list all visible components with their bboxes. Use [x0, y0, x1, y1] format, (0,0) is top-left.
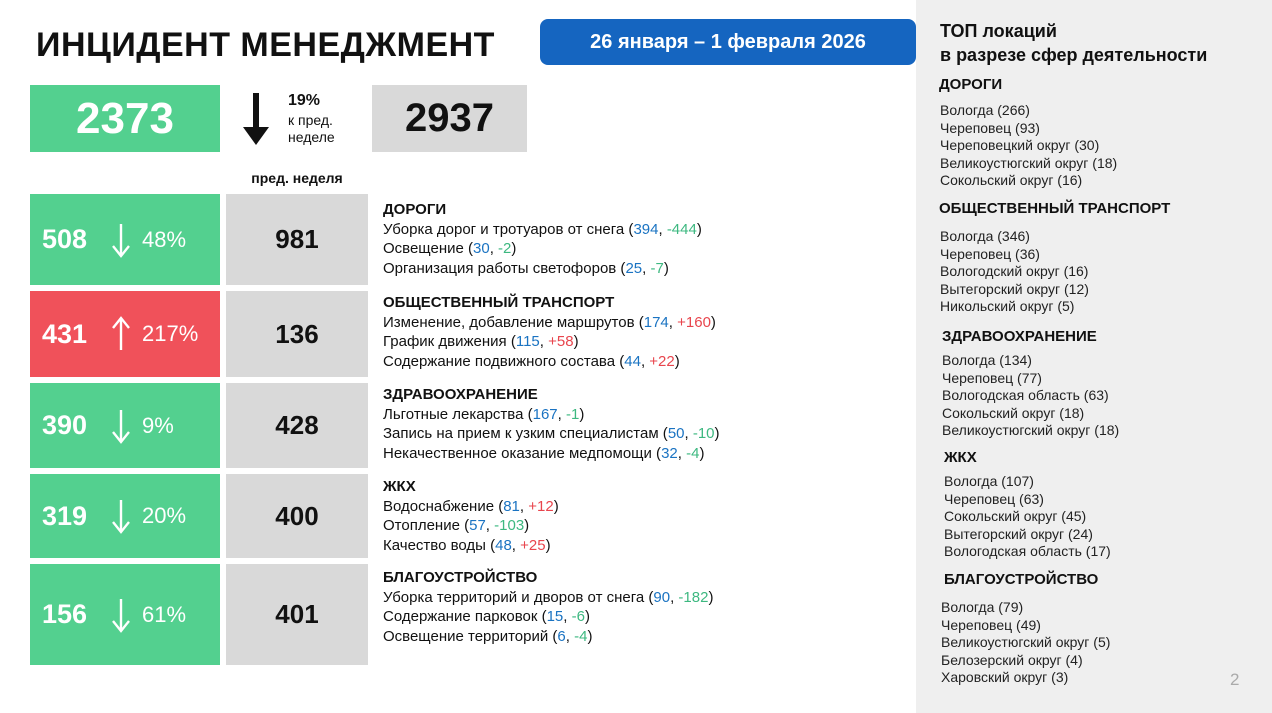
- sidebar-section-title: ОБЩЕСТВЕННЫЙ ТРАНСПОРТ: [939, 200, 1171, 217]
- page-number: 2: [1230, 670, 1240, 689]
- sidebar-location-item: Сокольский округ (18): [942, 404, 1085, 421]
- item-delta: +25: [520, 536, 546, 554]
- item-delta: +160: [677, 313, 711, 331]
- category-title: ЖКХ: [383, 478, 416, 495]
- category-details: [383, 385, 720, 463]
- item-count: 394: [633, 220, 659, 238]
- category-title: ЗДРАВООХРАНЕНИЕ: [383, 386, 538, 403]
- item-delta: -4: [686, 444, 700, 462]
- arrow-down-icon: [241, 93, 271, 145]
- category-current-box: [30, 474, 220, 558]
- category-item: Водоснабжение (81, +12): [383, 497, 559, 515]
- item-count: 81: [503, 497, 520, 515]
- item-count: 30: [473, 240, 490, 257]
- item-delta: -444: [666, 220, 697, 238]
- total-current: 2373: [30, 85, 220, 152]
- category-item: Освещение территорий (6, -4): [383, 627, 593, 645]
- sidebar-section-title: БЛАГОУСТРОЙСТВО: [944, 571, 1099, 588]
- page-title: ИНЦИДЕНТ МЕНЕДЖМЕНТ: [36, 26, 495, 64]
- total-change-note: к пред. неделе: [288, 112, 335, 145]
- item-delta: -7: [650, 259, 664, 277]
- category-change-pct: 61%: [142, 601, 187, 627]
- sidebar-section-title: ЖКХ: [944, 449, 977, 466]
- item-delta: -103: [494, 517, 525, 534]
- sidebar-location-item: Череповец (49): [941, 616, 1041, 633]
- sidebar-location-list: [941, 599, 1110, 687]
- category-item: Качество воды (48, +25): [383, 536, 551, 554]
- item-delta: -1: [565, 405, 580, 423]
- category-item: Уборка территорий и дворов от снега (90, -182): [383, 588, 714, 606]
- item-count: 167: [532, 405, 558, 423]
- sidebar-location-item: Вологда (266): [940, 102, 1030, 118]
- category-item: Освещение (30, -2): [383, 240, 517, 257]
- total-change-pct: 19%: [288, 92, 321, 109]
- category-item: Льготные лекарства (167, -1): [383, 405, 585, 423]
- arrow-down-icon: [112, 597, 130, 633]
- sidebar-location-item: Вологодская область (63): [942, 387, 1109, 403]
- category-item: Содержание подвижного состава (44, +22): [383, 352, 680, 370]
- sidebar-location-item: Харовский округ (3): [941, 669, 1069, 685]
- category-change-pct: 217%: [142, 321, 199, 346]
- total-previous: 2937: [372, 85, 527, 152]
- sidebar-section-title: ЗДРАВООХРАНЕНИЕ: [942, 328, 1097, 345]
- item-count: 6: [557, 627, 566, 645]
- item-delta: -182: [678, 588, 709, 606]
- item-count: 48: [495, 536, 512, 554]
- sidebar-location-item: Череповец (63): [944, 490, 1044, 507]
- arrow-down-icon: [112, 222, 130, 258]
- category-change-pct: 9%: [142, 412, 174, 438]
- sidebar-location-item: Вологда (134): [942, 352, 1032, 368]
- item-delta: -6: [571, 608, 585, 625]
- item-count: 50: [667, 425, 685, 442]
- category-previous-value: 981: [226, 194, 368, 285]
- category-change-pct: 20%: [142, 503, 187, 528]
- sidebar-title: ТОП локаций в разрезе сфер деятельности: [940, 21, 1208, 65]
- item-count: 44: [624, 352, 641, 370]
- sidebar-location-item: Великоустюгский округ (18): [942, 422, 1120, 438]
- arrow-down-icon: [112, 408, 130, 444]
- category-item: Отопление (57, -103): [383, 517, 530, 534]
- category-item: Изменение, добавление маршрутов (174, +160): [383, 313, 716, 331]
- category-details: [383, 293, 716, 371]
- item-delta: -2: [498, 240, 512, 257]
- category-current-value: 431: [42, 318, 88, 349]
- sidebar-location-list: [942, 352, 1119, 440]
- sidebar-location-item: Вытегорский округ (12): [940, 280, 1089, 297]
- category-item: График движения (115, +58): [383, 333, 579, 350]
- category-item: Запись на прием к узким специалистам (50, -10): [383, 425, 720, 442]
- category-item: Содержание парковок (15, -6): [383, 608, 590, 625]
- prev-week-header: пред. неделя: [251, 170, 343, 186]
- sidebar-location-item: Вологда (107): [944, 473, 1034, 489]
- category-item: Организация работы светофоров (25, -7): [383, 259, 669, 277]
- item-delta: +12: [528, 497, 554, 515]
- item-count: 174: [643, 313, 669, 331]
- category-previous-value: 136: [226, 291, 368, 377]
- item-delta: -10: [692, 425, 715, 442]
- sidebar-location-item: Сокольский округ (45): [944, 508, 1087, 524]
- item-count: 115: [515, 333, 540, 350]
- sidebar-location-item: Белозерский округ (4): [941, 651, 1083, 668]
- arrow-down-icon: [112, 498, 130, 534]
- sidebar-location-item: Череповецкий округ (30): [940, 137, 1100, 153]
- sidebar-location-item: Вологда (79): [941, 599, 1024, 615]
- category-details: [383, 477, 559, 555]
- category-previous-value: 400: [226, 474, 368, 558]
- sidebar-location-item: Сокольский округ (16): [940, 172, 1083, 188]
- category-previous-value: 428: [226, 383, 368, 468]
- category-current-box: [30, 564, 220, 665]
- category-item: Уборка дорог и тротуаров от снега (394, -444): [383, 220, 702, 238]
- category-current-value: 390: [42, 410, 88, 440]
- sidebar-location-item: Вологда (346): [940, 228, 1030, 244]
- arrow-up-icon: [112, 316, 130, 352]
- item-count: 57: [469, 517, 486, 534]
- sidebar-location-item: Вытегорский округ (24): [944, 525, 1093, 542]
- category-title: ОБЩЕСТВЕННЫЙ ТРАНСПОРТ: [383, 294, 615, 311]
- category-change-pct: 48%: [142, 226, 187, 252]
- sidebar-location-list: [940, 228, 1089, 316]
- item-delta: +22: [649, 352, 675, 370]
- category-title: ДОРОГИ: [383, 201, 447, 218]
- item-count: 15: [546, 608, 564, 625]
- category-current-value: 319: [42, 500, 88, 531]
- category-current-box: [30, 383, 220, 468]
- sidebar-location-item: Великоустюгский округ (18): [940, 154, 1118, 171]
- category-current-value: 508: [42, 224, 88, 254]
- sidebar-location-list: [940, 102, 1117, 190]
- category-current-value: 156: [42, 599, 88, 629]
- category-current-box: [30, 194, 220, 285]
- date-range-badge: 26 января – 1 февраля 2026: [540, 19, 916, 65]
- category-item: Некачественное оказание медпомощи (32, -4): [383, 444, 705, 462]
- sidebar-section-title: ДОРОГИ: [939, 76, 1003, 93]
- category-title: БЛАГОУСТРОЙСТВО: [383, 569, 538, 586]
- sidebar-location-item: Череповец (93): [940, 119, 1040, 136]
- item-count: 90: [653, 588, 671, 606]
- item-count: 25: [625, 259, 643, 277]
- category-previous-value: 401: [226, 564, 368, 665]
- item-delta: +58: [548, 333, 574, 350]
- category-current-box: [30, 291, 220, 377]
- sidebar-location-item: Великоустюгский округ (5): [941, 634, 1111, 650]
- sidebar-location-item: Вологодский округ (16): [940, 263, 1089, 279]
- item-count: 32: [661, 444, 678, 462]
- sidebar-location-list: [944, 473, 1111, 561]
- sidebar-location-item: Череповец (77): [942, 369, 1042, 386]
- category-details: [383, 200, 702, 278]
- sidebar-location-item: Вологодская область (17): [944, 543, 1111, 559]
- item-delta: -4: [574, 627, 588, 645]
- sidebar-location-item: Череповец (36): [940, 245, 1040, 262]
- sidebar-location-item: Никольский округ (5): [940, 298, 1075, 314]
- category-details: [383, 568, 713, 646]
